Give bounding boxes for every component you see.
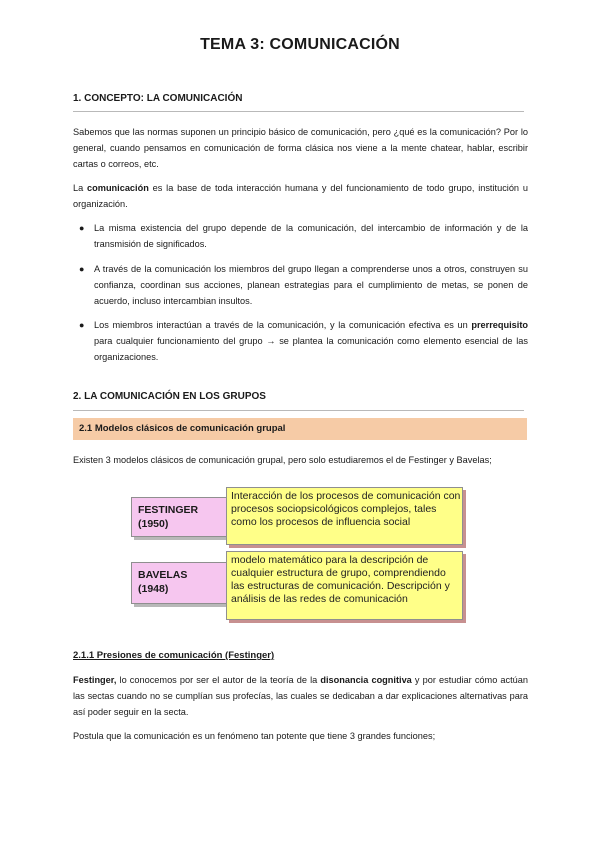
bullet-text: La misma existencia del grupo depende de la comunicación, del intercambio de información y de la transmisión de significados. [94,223,528,249]
text-segment: es la base de toda interacción humana y del funcionamiento de todo grupo, institución u organización. [73,183,528,209]
bold-term-festinger: Festinger, [73,675,117,685]
bullet-icon: ● [79,320,85,330]
section-heading-grupos: 2. LA COMUNICACIÓN EN LOS GRUPOS [73,391,266,402]
text-segment: Los miembros interactúan a través de la comunicación, y la comunicación efectiva es un [94,320,472,330]
subsubsection-heading: 2.1.1 Presiones de comunicación (Festinger) [73,650,275,661]
paragraph-festinger [73,672,528,720]
bold-term-prerrequisito: prerrequisito [471,320,528,330]
text-segment: lo conocemos por ser el autor de la teoría de la [116,675,321,685]
paragraph-models-intro: Existen 3 modelos clásicos de comunicación grupal, pero solo estudiaremos el de Festinger y Bavelas; [73,455,492,465]
text-segment: La [73,183,88,193]
festinger-label-box [131,497,227,537]
festinger-year: (1950) [138,518,169,530]
bavelas-description-box: modelo matemático para la descripción de cualquier estructura de grupo, comprendiendo las estructuras de comunicación. Descripción y análisis de las redes de comunicación [226,551,463,620]
paragraph-intro: Sabemos que las normas suponen un principio básico de comunicación, pero ¿qué es la comunicación? Por lo general, cuando pensamos en comunicación de forma clásica nos viene a la mente chatear, hablar, escribir cartas o correos, etc. [73,127,528,169]
section-heading-concepto: 1. CONCEPTO: LA COMUNICACIÓN [73,93,243,104]
bullet-icon: ● [79,223,85,233]
bullet-text: A través de la comunicación los miembros del grupo llegan a comprenderse unos a otros, construyen su confianza, coordinan sus acciones, planean estrategias para el cumplimiento de metas, se ponen de acuerdo, incluso intercambian insultos. [94,264,528,306]
bullet-item [79,261,528,309]
bold-term-disonancia: disonancia cognitiva [320,675,412,685]
bavelas-label-box [131,562,227,604]
bavelas-name: BAVELAS [138,569,188,581]
section-divider [73,111,524,112]
section-divider [73,410,524,411]
bavelas-year: (1948) [138,583,169,595]
subsection-heading: 2.1 Modelos clásicos de comunicación grupal [79,423,286,434]
text-segment: y por estudiar cómo actúan las sectas cuando no se cumplían sus profecías, las cuales se dedicaban a dar explicaciones alternativas para así poder seguir en la secta. [73,675,529,717]
bullet-icon: ● [79,264,85,274]
paragraph-functions: Postula que la comunicación es un fenómeno tan potente que tiene 3 grandes funciones; [73,731,436,741]
festinger-name: FESTINGER [138,504,199,516]
bold-term-comunicacion: comunicación [87,183,149,193]
page-title: TEMA 3: COMUNICACIÓN [200,36,400,53]
bullet-item [79,220,528,252]
text-segment: para cualquier funcionamiento del grupo → se plantea la comunicación como elemento esencial de las organizaciones. [94,336,528,362]
bullet-item [79,317,528,365]
paragraph-definition [73,180,528,212]
festinger-description-box: Interacción de los procesos de comunicación con procesos sociopsicológicos complejos, tales como los procesos de influencia social [226,487,463,545]
subsection-banner [73,418,527,440]
